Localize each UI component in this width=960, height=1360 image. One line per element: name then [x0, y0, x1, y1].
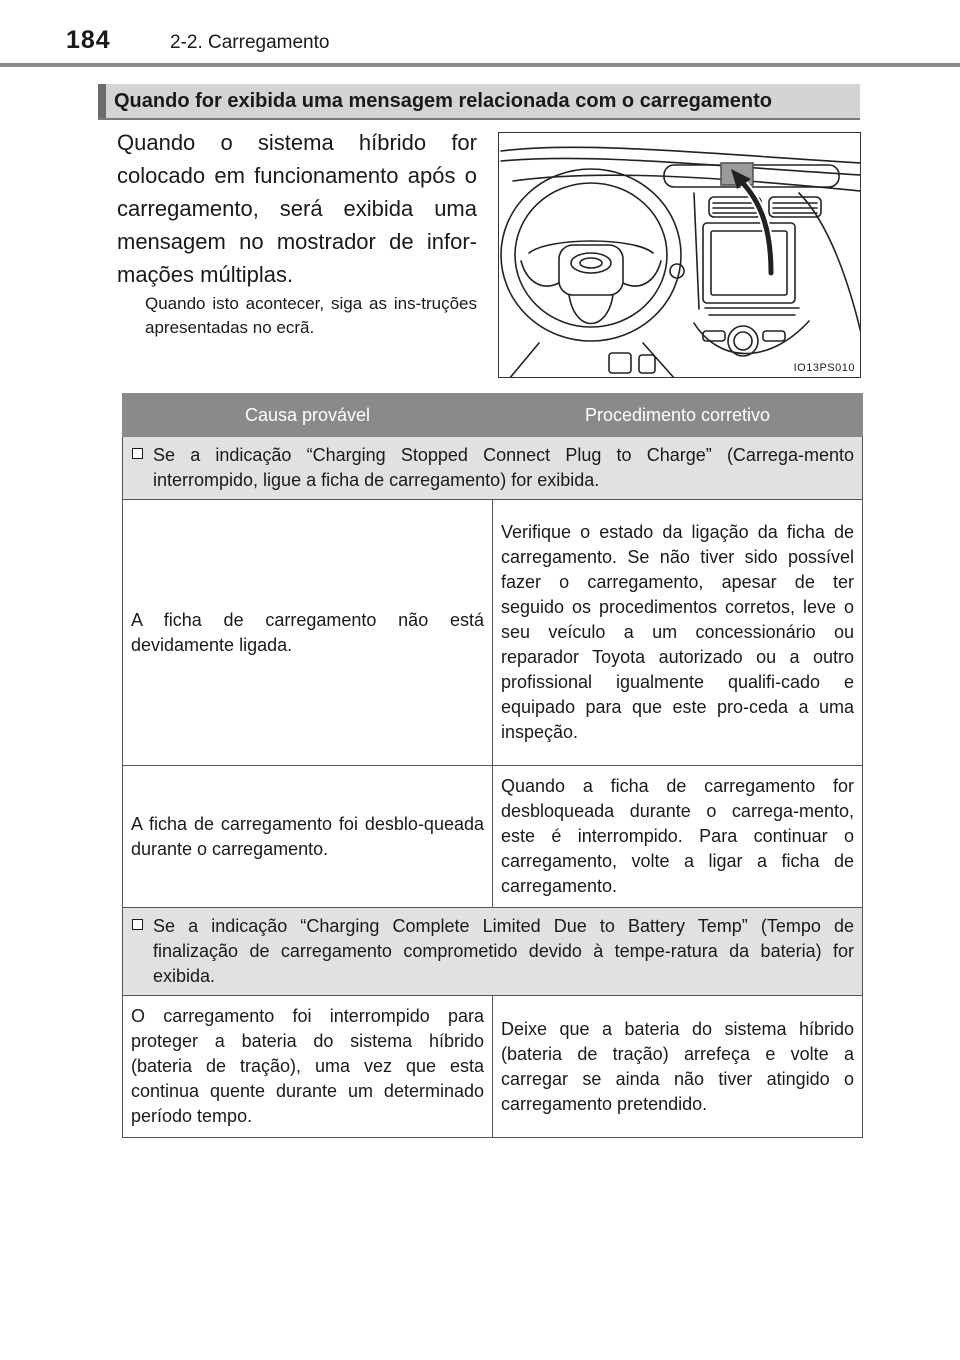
header-cause: Causa provável — [123, 394, 493, 437]
table-row — [123, 996, 863, 1138]
title-accent — [98, 84, 106, 118]
troubleshooting-table — [122, 393, 863, 1138]
remedy-cell: Quando a ficha de carregamento for desbloqueada durante o carrega-mento, este é interrompido. Para continuar o carregamento, volte a ligar a ficha de carregamento. — [493, 766, 863, 908]
remedy-cell: Verifique o estado da ligação da ficha de carregamento. Se não tiver sido possível fazer o carregamento, apesar de ter seguido os procedimentos corretos, leve o seu veículo a um concessionário ou reparador Toyota autorizado ou a outro profissional igualmente qualifi-cado e equipado para que este pro-ceda a uma inspeção. — [493, 500, 863, 766]
header-remedy: Procedimento corretivo — [493, 394, 863, 437]
table-row — [123, 766, 863, 908]
section-heading-cell — [123, 908, 863, 996]
remedy-cell: Deixe que a bateria do sistema híbrido (bateria de tração) arrefeça e volte a carregar se ainda não tiver atingido o carregamento pretendido. — [493, 996, 863, 1138]
section-heading-cell — [123, 437, 863, 500]
section-title: Quando for exibida uma mensagem relacionada com o carregamento — [114, 90, 772, 112]
table-row — [123, 500, 863, 766]
section-heading-text: Se a indicação “Charging Complete Limited Due to Battery Temp” (Tempo de finalização de carregamento comprometido devido à tempe-ratura da bateria) for exibida. — [153, 916, 854, 986]
intro-note: Quando isto acontecer, siga as ins-truções apresentadas no ecrã. — [145, 294, 477, 337]
cause-cell: A ficha de carregamento foi desblo-queada durante o carregamento. — [123, 766, 493, 908]
table-header-row — [123, 394, 863, 437]
page-number: 184 — [66, 26, 111, 54]
checkbox-icon — [132, 919, 143, 930]
section-heading-text: Se a indicação “Charging Stopped Connect Plug to Charge” (Carrega-mento interrompido, ligue a ficha de carregamento) for exibida. — [153, 445, 854, 490]
dashboard-illustration — [498, 132, 861, 378]
dashboard-drawing — [499, 133, 861, 378]
checkbox-icon — [132, 448, 143, 459]
figure-code: IO13PS010 — [793, 362, 855, 374]
intro-paragraph: Quando o sistema híbrido for colocado em funcionamento após o carregamento, será exibida uma mensagem no mostrador de infor-mações múltiplas. — [117, 130, 477, 287]
section-title-band — [98, 84, 860, 120]
table-section-heading — [123, 437, 863, 500]
table-section-heading — [123, 908, 863, 996]
cause-cell: O carregamento foi interrompido para proteger a bateria do sistema híbrido (bateria de tração), uma vez que esta continua quente durante um determinado período tempo. — [123, 996, 493, 1138]
cause-cell: A ficha de carregamento não está devidamente ligada. — [123, 500, 493, 766]
header-rule — [0, 63, 960, 67]
section-label: 2-2. Carregamento — [170, 32, 330, 53]
page-header — [0, 0, 960, 70]
